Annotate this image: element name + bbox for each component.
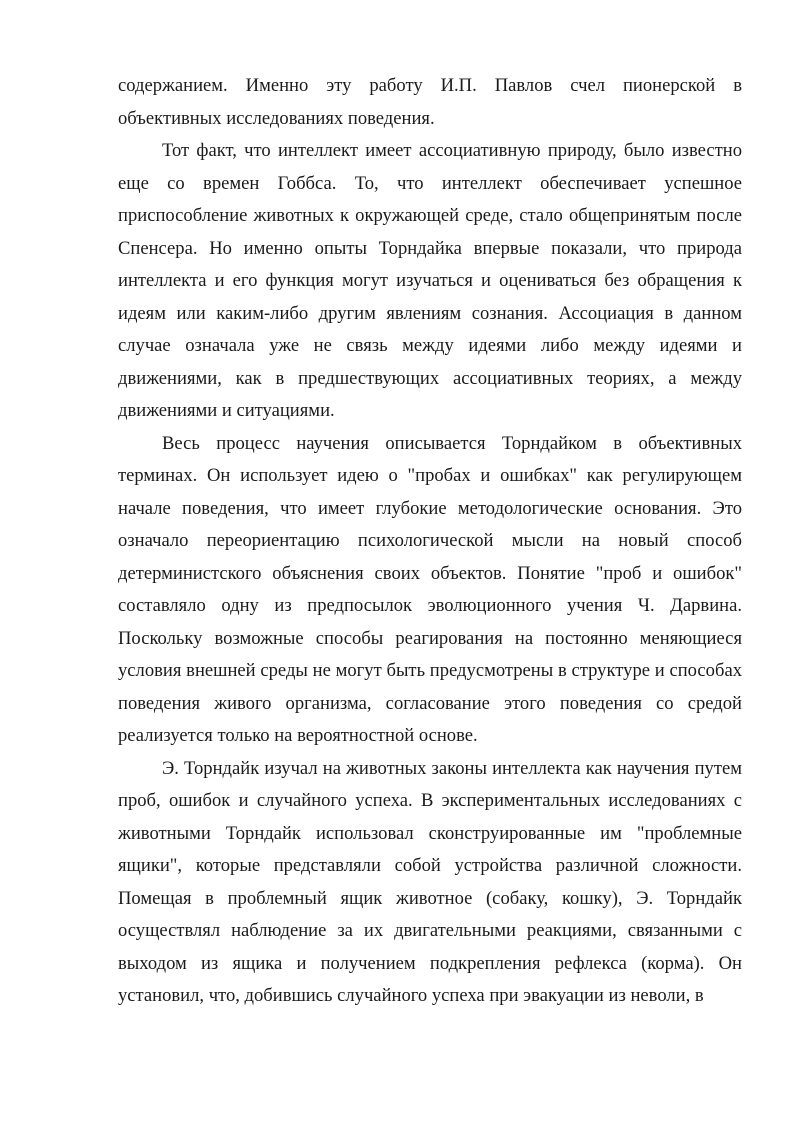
paragraph-associative-intellect: Тот факт, что интеллект имеет ассоциативную природу, было известно еще со времен Гоббса. То, что интеллект обеспечивает успешное приспособление животных к окружающей среде, стало общепринятым после Спенсера. Но именно опыты Торндайка впервые показали, что природа интеллекта и его функция могут изучаться и оцениваться без обращения к идеям или каким-либо другим явлениям сознания. Ассоциация в данном случае означала уже не связь между идеями либо между идеями и движениями, как в предшествующих ассоциативных теориях, а между движениями и ситуациями. bbox=[118, 140, 742, 421]
paragraph-continuation: содержанием. Именно эту работу И.П. Павлов счел пионерской в объективных исследованиях поведения. bbox=[118, 75, 742, 129]
paragraph-thorndike-experiments: Э. Торндайк изучал на животных законы интеллекта как научения путем проб, ошибок и случайного успеха. В экспериментальных исследованиях с животными Торндайк использовал сконструированные им "проблемные ящики", которые представляли собой устройства различной сложности. Помещая в проблемный ящик животное (собаку, кошку), Э. Торндайк осуществлял наблюдение за их двигательными реакциями, связанными с выходом из ящика и получением подкрепления рефлекса (корма). Он установил, что, добившись случайного успеха при эвакуации из неволи, в bbox=[118, 757, 742, 1006]
document-page bbox=[118, 70, 742, 1013]
paragraph-learning-process: Весь процесс научения описывается Торндайком в объективных терминах. Он использует идею о "пробах и ошибках" как регулирующем начале поведения, что имеет глубокие методологические основания. Это означало переориентацию психологической мысли на новый способ детерминистского объяснения своих объектов. Понятие "проб и ошибок" составляло одну из предпосылок эволюционного учения Ч. Дарвина. Поскольку возможные способы реагирования на постоянно меняющиеся условия внешней среды не могут быть предусмотрены в структуре и способах поведения живого организма, согласование этого поведения со средой реализуется только на вероятностной основе. bbox=[118, 432, 742, 746]
